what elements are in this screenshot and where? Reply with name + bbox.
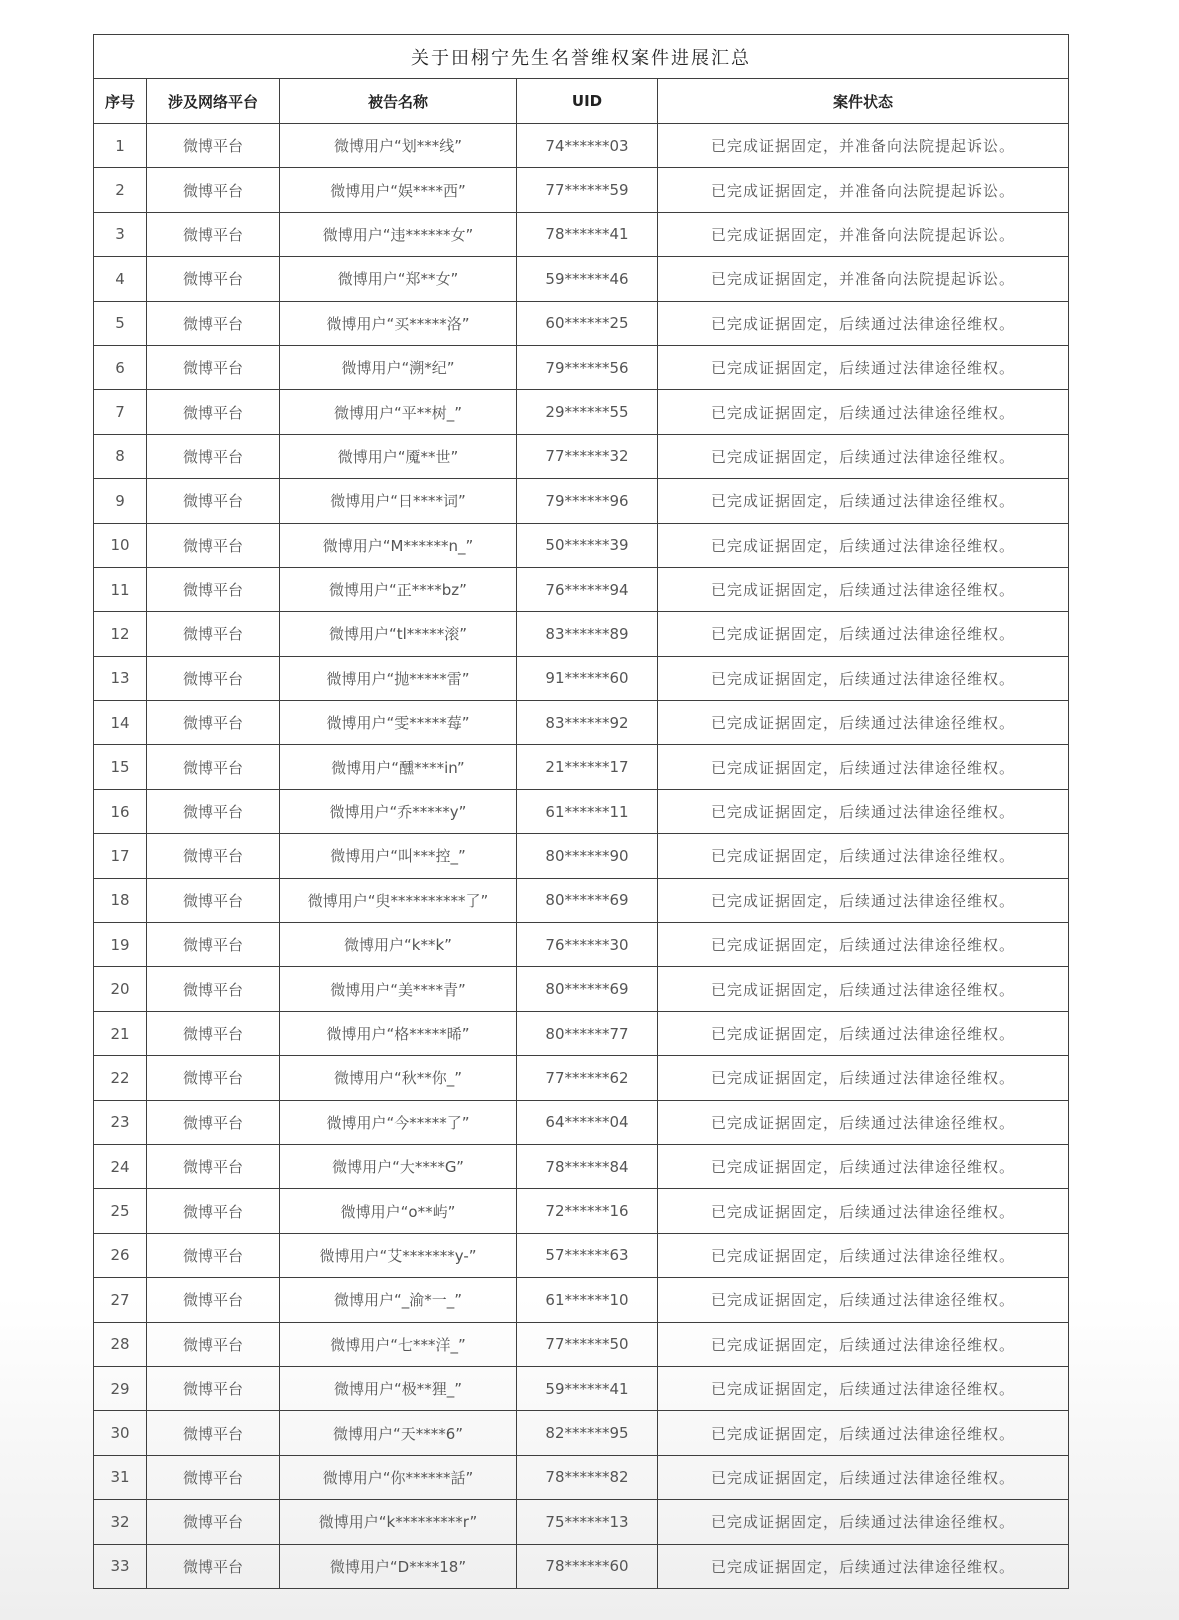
table-row — [94, 789, 1069, 833]
table-row — [94, 567, 1069, 611]
cell-defendant-name: 微博用户“k**k” — [280, 923, 517, 967]
cell-status: 已完成证据固定，后续通过法律途径维权。 — [658, 923, 1069, 967]
cell-no: 3 — [94, 212, 147, 256]
cell-defendant-name: 微博用户“正****bz” — [280, 567, 517, 611]
cell-no: 22 — [94, 1056, 147, 1100]
table-row — [94, 434, 1069, 478]
cell-no: 28 — [94, 1322, 147, 1366]
cell-defendant-name: 微博用户“平**树_” — [280, 390, 517, 434]
cell-uid: 77******59 — [517, 168, 658, 212]
cell-defendant-name: 微博用户“郑**女” — [280, 257, 517, 301]
cell-defendant-name: 微博用户“日****词” — [280, 479, 517, 523]
table-row — [94, 1144, 1069, 1188]
cell-status: 已完成证据固定，并准备向法院提起诉讼。 — [658, 257, 1069, 301]
cell-platform: 微博平台 — [147, 923, 280, 967]
cell-platform: 微博平台 — [147, 345, 280, 389]
cell-uid: 60******25 — [517, 301, 658, 345]
cell-defendant-name: 微博用户“买*****洛” — [280, 301, 517, 345]
cell-no: 14 — [94, 701, 147, 745]
table-row — [94, 1233, 1069, 1277]
cell-status: 已完成证据固定，后续通过法律途径维权。 — [658, 656, 1069, 700]
cell-uid: 91******60 — [517, 656, 658, 700]
cell-status: 已完成证据固定，并准备向法院提起诉讼。 — [658, 124, 1069, 168]
cell-defendant-name: 微博用户“雯*****莓” — [280, 701, 517, 745]
cell-status: 已完成证据固定，后续通过法律途径维权。 — [658, 479, 1069, 523]
cell-no: 18 — [94, 878, 147, 922]
table-row — [94, 390, 1069, 434]
cell-uid: 59******46 — [517, 257, 658, 301]
cell-platform: 微博平台 — [147, 1189, 280, 1233]
cell-uid: 80******77 — [517, 1011, 658, 1055]
table-row — [94, 1455, 1069, 1499]
header-defendant-name: 被告名称 — [280, 79, 517, 124]
cell-defendant-name: 微博用户“秋**你_” — [280, 1056, 517, 1100]
cell-defendant-name: 微博用户“七***洋_” — [280, 1322, 517, 1366]
cell-uid: 78******82 — [517, 1455, 658, 1499]
cell-no: 13 — [94, 656, 147, 700]
table-row — [94, 612, 1069, 656]
cell-no: 8 — [94, 434, 147, 478]
table-row — [94, 1278, 1069, 1322]
cell-uid: 64******04 — [517, 1100, 658, 1144]
cell-no: 2 — [94, 168, 147, 212]
cell-platform: 微博平台 — [147, 390, 280, 434]
cell-platform: 微博平台 — [147, 701, 280, 745]
table-row — [94, 1544, 1069, 1588]
cell-platform: 微博平台 — [147, 212, 280, 256]
cell-uid: 80******69 — [517, 878, 658, 922]
table-row — [94, 656, 1069, 700]
table-row — [94, 168, 1069, 212]
cell-uid: 83******92 — [517, 701, 658, 745]
header-platform: 涉及网络平台 — [147, 79, 280, 124]
cell-platform: 微博平台 — [147, 1100, 280, 1144]
cell-defendant-name: 微博用户“魇**世” — [280, 434, 517, 478]
cell-no: 30 — [94, 1411, 147, 1455]
cell-status: 已完成证据固定，后续通过法律途径维权。 — [658, 1011, 1069, 1055]
header-status: 案件状态 — [658, 79, 1069, 124]
table-row — [94, 923, 1069, 967]
cell-status: 已完成证据固定，后续通过法律途径维权。 — [658, 1189, 1069, 1233]
cell-defendant-name: 微博用户“k*********r” — [280, 1500, 517, 1544]
cell-platform: 微博平台 — [147, 656, 280, 700]
table-row — [94, 878, 1069, 922]
cell-status: 已完成证据固定，后续通过法律途径维权。 — [658, 612, 1069, 656]
table-row — [94, 1411, 1069, 1455]
cell-defendant-name: 微博用户“娱****西” — [280, 168, 517, 212]
table-row — [94, 124, 1069, 168]
cell-no: 16 — [94, 789, 147, 833]
header-uid: UID — [517, 79, 658, 124]
cell-uid: 61******10 — [517, 1278, 658, 1322]
table-row — [94, 1100, 1069, 1144]
table-row — [94, 1500, 1069, 1544]
cell-uid: 59******41 — [517, 1366, 658, 1410]
cell-platform: 微博平台 — [147, 567, 280, 611]
cell-defendant-name: 微博用户“艾*******y-” — [280, 1233, 517, 1277]
cell-platform: 微博平台 — [147, 612, 280, 656]
header-no: 序号 — [94, 79, 147, 124]
cell-defendant-name: 微博用户“格*****晞” — [280, 1011, 517, 1055]
cell-status: 已完成证据固定，后续通过法律途径维权。 — [658, 1366, 1069, 1410]
table-title: 关于田栩宁先生名誉维权案件进展汇总 — [94, 35, 1069, 79]
cell-status: 已完成证据固定，后续通过法律途径维权。 — [658, 967, 1069, 1011]
cell-defendant-name: 微博用户“今*****了” — [280, 1100, 517, 1144]
case-progress-table — [93, 34, 1069, 1589]
cell-uid: 29******55 — [517, 390, 658, 434]
cell-uid: 78******60 — [517, 1544, 658, 1588]
cell-status: 已完成证据固定，后续通过法律途径维权。 — [658, 1544, 1069, 1588]
table-row — [94, 479, 1069, 523]
cell-defendant-name: 微博用户“天****6” — [280, 1411, 517, 1455]
cell-platform: 微博平台 — [147, 168, 280, 212]
table-title-row — [94, 35, 1069, 79]
cell-no: 10 — [94, 523, 147, 567]
cell-status: 已完成证据固定，后续通过法律途径维权。 — [658, 1233, 1069, 1277]
cell-platform: 微博平台 — [147, 257, 280, 301]
cell-status: 已完成证据固定，后续通过法律途径维权。 — [658, 1500, 1069, 1544]
cell-defendant-name: 微博用户“违******女” — [280, 212, 517, 256]
cell-platform: 微博平台 — [147, 434, 280, 478]
cell-defendant-name: 微博用户“_渝*一_” — [280, 1278, 517, 1322]
table-row — [94, 967, 1069, 1011]
cell-defendant-name: 微博用户“M******n_” — [280, 523, 517, 567]
cell-status: 已完成证据固定，后续通过法律途径维权。 — [658, 390, 1069, 434]
table-row — [94, 1322, 1069, 1366]
cell-platform: 微博平台 — [147, 523, 280, 567]
cell-uid: 75******13 — [517, 1500, 658, 1544]
cell-status: 已完成证据固定，后续通过法律途径维权。 — [658, 1056, 1069, 1100]
cell-status: 已完成证据固定，后续通过法律途径维权。 — [658, 1278, 1069, 1322]
cell-no: 9 — [94, 479, 147, 523]
cell-uid: 74******03 — [517, 124, 658, 168]
table-row — [94, 257, 1069, 301]
table-row — [94, 701, 1069, 745]
cell-uid: 79******56 — [517, 345, 658, 389]
cell-no: 25 — [94, 1189, 147, 1233]
cell-platform: 微博平台 — [147, 1366, 280, 1410]
cell-uid: 77******62 — [517, 1056, 658, 1100]
cell-no: 31 — [94, 1455, 147, 1499]
cell-status: 已完成证据固定，并准备向法院提起诉讼。 — [658, 168, 1069, 212]
cell-platform: 微博平台 — [147, 1056, 280, 1100]
cell-platform: 微博平台 — [147, 1144, 280, 1188]
cell-status: 已完成证据固定，后续通过法律途径维权。 — [658, 1411, 1069, 1455]
cell-platform: 微博平台 — [147, 745, 280, 789]
cell-uid: 72******16 — [517, 1189, 658, 1233]
table-row — [94, 1056, 1069, 1100]
cell-uid: 76******94 — [517, 567, 658, 611]
cell-platform: 微博平台 — [147, 1455, 280, 1499]
cell-status: 已完成证据固定，后续通过法律途径维权。 — [658, 1144, 1069, 1188]
cell-no: 32 — [94, 1500, 147, 1544]
cell-defendant-name: 微博用户“极**狸_” — [280, 1366, 517, 1410]
table-row — [94, 212, 1069, 256]
cell-no: 26 — [94, 1233, 147, 1277]
cell-uid: 61******11 — [517, 789, 658, 833]
cell-status: 已完成证据固定，后续通过法律途径维权。 — [658, 834, 1069, 878]
cell-status: 已完成证据固定，后续通过法律途径维权。 — [658, 345, 1069, 389]
cell-no: 12 — [94, 612, 147, 656]
cell-platform: 微博平台 — [147, 1544, 280, 1588]
cell-uid: 78******41 — [517, 212, 658, 256]
table-row — [94, 1011, 1069, 1055]
cell-platform: 微博平台 — [147, 834, 280, 878]
cell-status: 已完成证据固定，后续通过法律途径维权。 — [658, 1322, 1069, 1366]
cell-uid: 76******30 — [517, 923, 658, 967]
cell-no: 19 — [94, 923, 147, 967]
table-row — [94, 301, 1069, 345]
cell-status: 已完成证据固定，后续通过法律途径维权。 — [658, 567, 1069, 611]
cell-no: 17 — [94, 834, 147, 878]
cell-status: 已完成证据固定，后续通过法律途径维权。 — [658, 1455, 1069, 1499]
cell-status: 已完成证据固定，后续通过法律途径维权。 — [658, 434, 1069, 478]
cell-uid: 83******89 — [517, 612, 658, 656]
cell-status: 已完成证据固定，后续通过法律途径维权。 — [658, 745, 1069, 789]
cell-uid: 77******32 — [517, 434, 658, 478]
cell-platform: 微博平台 — [147, 1278, 280, 1322]
cell-no: 20 — [94, 967, 147, 1011]
cell-status: 已完成证据固定，后续通过法律途径维权。 — [658, 523, 1069, 567]
cell-uid: 77******50 — [517, 1322, 658, 1366]
cell-platform: 微博平台 — [147, 1500, 280, 1544]
cell-no: 21 — [94, 1011, 147, 1055]
cell-status: 已完成证据固定，后续通过法律途径维权。 — [658, 878, 1069, 922]
cell-defendant-name: 微博用户“叫***控_” — [280, 834, 517, 878]
cell-no: 24 — [94, 1144, 147, 1188]
cell-status: 已完成证据固定，后续通过法律途径维权。 — [658, 301, 1069, 345]
cell-status: 已完成证据固定，后续通过法律途径维权。 — [658, 701, 1069, 745]
cell-defendant-name: 微博用户“乔*****y” — [280, 789, 517, 833]
cell-platform: 微博平台 — [147, 479, 280, 523]
cell-defendant-name: 微博用户“大****G” — [280, 1144, 517, 1188]
cell-uid: 80******69 — [517, 967, 658, 1011]
cell-defendant-name: 微博用户“D****18” — [280, 1544, 517, 1588]
cell-platform: 微博平台 — [147, 789, 280, 833]
cell-defendant-name: 微博用户“tl*****滚” — [280, 612, 517, 656]
cell-uid: 21******17 — [517, 745, 658, 789]
cell-platform: 微博平台 — [147, 301, 280, 345]
cell-platform: 微博平台 — [147, 1233, 280, 1277]
cell-platform: 微博平台 — [147, 1011, 280, 1055]
cell-defendant-name: 微博用户“醺****in” — [280, 745, 517, 789]
cell-defendant-name: 微博用户“溯*纪” — [280, 345, 517, 389]
cell-platform: 微博平台 — [147, 878, 280, 922]
cell-uid: 82******95 — [517, 1411, 658, 1455]
cell-platform: 微博平台 — [147, 1322, 280, 1366]
cell-no: 33 — [94, 1544, 147, 1588]
cell-no: 4 — [94, 257, 147, 301]
cell-defendant-name: 微博用户“臾**********了” — [280, 878, 517, 922]
table-row — [94, 745, 1069, 789]
cell-platform: 微博平台 — [147, 1411, 280, 1455]
table-row — [94, 1189, 1069, 1233]
cell-no: 15 — [94, 745, 147, 789]
cell-uid: 80******90 — [517, 834, 658, 878]
cell-no: 23 — [94, 1100, 147, 1144]
cell-defendant-name: 微博用户“美****青” — [280, 967, 517, 1011]
cell-no: 29 — [94, 1366, 147, 1410]
cell-status: 已完成证据固定，后续通过法律途径维权。 — [658, 1100, 1069, 1144]
cell-defendant-name: 微博用户“划***线” — [280, 124, 517, 168]
cell-no: 5 — [94, 301, 147, 345]
cell-defendant-name: 微博用户“o**屿” — [280, 1189, 517, 1233]
cell-defendant-name: 微博用户“你******話” — [280, 1455, 517, 1499]
cell-uid: 79******96 — [517, 479, 658, 523]
table-row — [94, 834, 1069, 878]
cell-uid: 57******63 — [517, 1233, 658, 1277]
cell-status: 已完成证据固定，并准备向法院提起诉讼。 — [658, 212, 1069, 256]
cell-platform: 微博平台 — [147, 124, 280, 168]
cell-uid: 78******84 — [517, 1144, 658, 1188]
cell-status: 已完成证据固定，后续通过法律途径维权。 — [658, 789, 1069, 833]
cell-platform: 微博平台 — [147, 967, 280, 1011]
table-row — [94, 345, 1069, 389]
cell-no: 27 — [94, 1278, 147, 1322]
cell-no: 11 — [94, 567, 147, 611]
cell-no: 1 — [94, 124, 147, 168]
cell-no: 6 — [94, 345, 147, 389]
cell-no: 7 — [94, 390, 147, 434]
table-row — [94, 1366, 1069, 1410]
table-header-row — [94, 79, 1069, 124]
table-row — [94, 523, 1069, 567]
cell-uid: 50******39 — [517, 523, 658, 567]
cell-defendant-name: 微博用户“抛*****雷” — [280, 656, 517, 700]
